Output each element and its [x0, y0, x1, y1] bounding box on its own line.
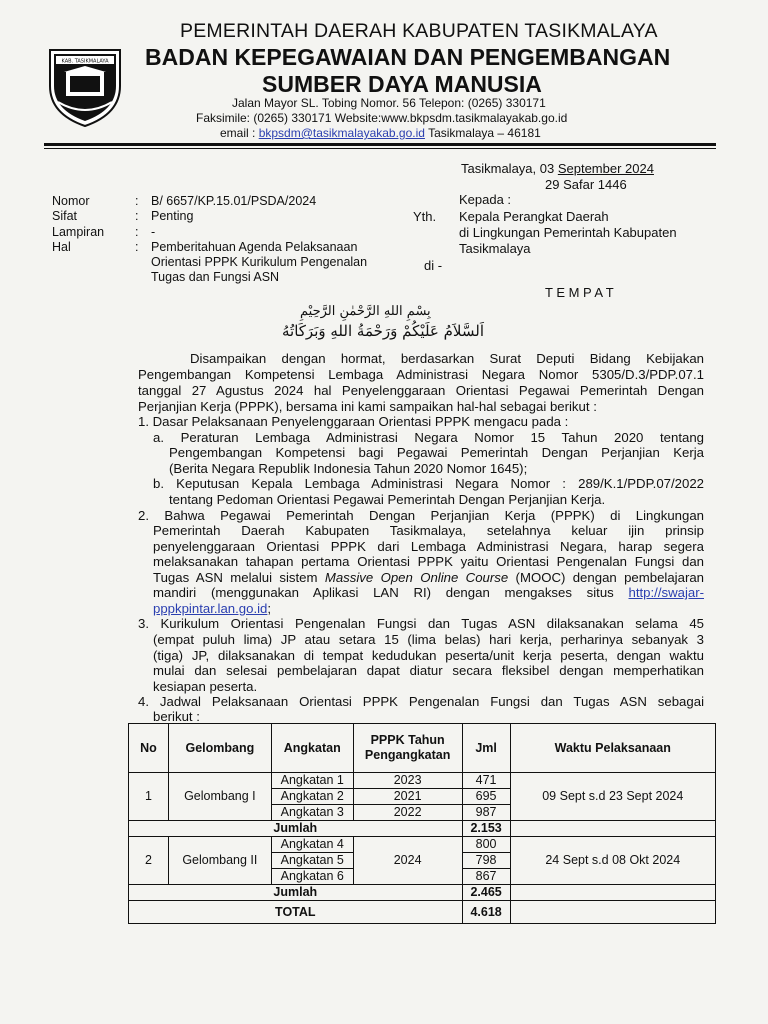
- point2-line4: melaksanakan tahapan pertama Orientasi PPPK yaitu Orientasi Pengenalan Fungsi dan: [153, 554, 704, 569]
- header-gelombang: Gelombang: [168, 724, 271, 773]
- cell-angkatan: Angkatan 3: [271, 805, 353, 821]
- total-value: 4.618: [462, 901, 510, 924]
- cell-tahun: 2022: [353, 805, 462, 821]
- lampiran-value: -: [151, 225, 156, 239]
- regency-logo: [44, 42, 126, 128]
- nomor-label: Nomor: [52, 194, 90, 208]
- cell-tahun: 2023: [353, 773, 462, 789]
- point2-line1: 2. Bahwa Pegawai Pemerintah Dengan Perjanjian Kerja (PPPK) di Lingkungan: [138, 508, 704, 523]
- point2-line6-text: mandiri (menggunakan Aplikasi LAN RI) dengan mengakses situs: [153, 585, 629, 600]
- point4-line1: 4. Jadwal Pelaksanaan Orientasi PPPK Pengenalan Fungsi dan Tugas ASN sebagai: [138, 694, 704, 709]
- point1a-line2: Pengembangan Kompetensi bagi Pegawai Pemerintah Dengan Perjanjian Kerja: [169, 445, 704, 460]
- cell-gelombang: Gelombang II: [168, 837, 271, 885]
- intro-line4: Perjanjian Kerja (PPPK), bersama ini kami sampaikan hal-hal sebagai berikut :: [138, 399, 597, 414]
- recipient-line2: di Lingkungan Pemerintah Kabupaten: [459, 225, 677, 240]
- header-agency: BADAN KEPEGAWAIAN DAN PENGEMBANGAN: [145, 44, 671, 70]
- point2-line5-tail: (MOOC) dengan pembelajaran: [508, 570, 704, 585]
- total-row: [129, 901, 716, 924]
- cell-gelombang: Gelombang I: [168, 773, 271, 821]
- point2-line6: [153, 585, 704, 600]
- cell-jml: 800: [462, 837, 510, 853]
- cell-jml: 798: [462, 853, 510, 869]
- point3-line2: (empat puluh lima) JP atau setara 15 (lima belas) hari kerja, perharinya sebanyak 3: [153, 632, 704, 647]
- subtotal-value: 2.465: [462, 885, 510, 901]
- header-government: PEMERINTAH DAERAH KABUPATEN TASIKMALAYA: [180, 20, 658, 42]
- swajar-link[interactable]: http://swajar-: [628, 585, 704, 600]
- cell-waktu: 24 Sept s.d 08 Okt 2024: [510, 837, 715, 885]
- header-divider-thin: [44, 148, 716, 149]
- cell-angkatan: Angkatan 4: [271, 837, 353, 853]
- header-angkatan: Angkatan: [271, 724, 353, 773]
- subtotal-label: Jumlah: [129, 885, 463, 901]
- yth-label: Yth.: [413, 209, 437, 224]
- cell-jml: 987: [462, 805, 510, 821]
- hijri-date: 29 Safar 1446: [545, 177, 627, 192]
- nomor-value: B/ 6657/KP.15.01/PSDA/2024: [151, 194, 317, 208]
- colon: :: [135, 240, 139, 254]
- sifat-value: Penting: [151, 209, 194, 223]
- table-header-row: [129, 724, 716, 773]
- schedule-table: [128, 723, 716, 924]
- intro-line2: Pengembangan Kompetensi Lembaga Administrasi Negara Nomor 5305/D.3/PDP.07.1: [138, 367, 704, 382]
- subtotal-value: 2.153: [462, 821, 510, 837]
- cell-angkatan: Angkatan 6: [271, 869, 353, 885]
- recipient-line3: Tasikmalaya: [459, 241, 531, 256]
- hal-label: Hal: [52, 240, 71, 254]
- header-tahun: PPPK Tahun Pengangkatan: [353, 724, 462, 773]
- logo-lettering: KAB. TASIKMALAYA: [61, 58, 109, 65]
- intro-line1: Disampaikan dengan hormat, berdasarkan Surat Deputi Bidang Kebijakan: [190, 351, 704, 366]
- lampiran-label: Lampiran: [52, 225, 105, 239]
- colon: :: [135, 209, 139, 223]
- header-divider-thick: [44, 143, 716, 146]
- colon: :: [135, 194, 139, 208]
- point2-line5: [153, 570, 704, 585]
- subtotal-row: [129, 821, 716, 837]
- basmalah-calligraphy: بِسْمِ اللهِ الرَّحْمٰنِ الرَّحِيْمِ: [300, 304, 431, 319]
- header-agency-line2: SUMBER DAYA MANUSIA: [262, 71, 542, 97]
- header-no: No: [129, 724, 169, 773]
- table-row: [129, 773, 716, 789]
- swajar-link-continued[interactable]: pppkpintar.lan.go.id: [153, 601, 268, 616]
- cell-no: 1: [129, 773, 169, 821]
- intro-line3: tanggal 27 Agustus 2024 hal Penyelenggaraan Orientasi Pegawai Pemerintah Dengan: [138, 383, 704, 398]
- cell-waktu: 09 Sept s.d 23 Sept 2024: [510, 773, 715, 821]
- point1-heading: 1. Dasar Pelaksanaan Penyelenggaraan Orientasi PPPK mengacu pada :: [138, 414, 569, 429]
- di-label: di -: [424, 258, 443, 273]
- hal-value-line2: Orientasi PPPK Kurikulum Pengenalan: [151, 255, 368, 269]
- point1a-line1: a. Peraturan Lembaga Administrasi Negara Nomor 15 Tahun 2020 tentang: [153, 430, 704, 445]
- header-address: Jalan Mayor SL. Tobing Nomor. 56 Telepon: (0265) 330171: [232, 96, 546, 110]
- point3-line3: (tiga) JP, dilaksanakan di tempat kedudukan peserta/unit kerja peserta, dengan waktu: [153, 648, 704, 663]
- letter-date: [461, 161, 654, 177]
- cell-angkatan: Angkatan 5: [271, 853, 353, 869]
- cell-tahun: 2024: [353, 837, 462, 885]
- header-fax-website: Faksimile: (0265) 330171 Website:www.bkpsdm.tasikmalayakab.go.id: [196, 111, 568, 125]
- point3-line4: mulai dan selesai pembelajaran dapat diatur secara fleksibel dengan memperhatikan: [153, 663, 704, 678]
- header-jml: Jml: [462, 724, 510, 773]
- point2-line5-text: Tugas ASN melalui sistem: [153, 570, 325, 585]
- subtotal-row: [129, 885, 716, 901]
- city-postcode: Tasikmalaya – 46181: [424, 126, 541, 140]
- mooc-term: Massive Open Online Course: [324, 570, 509, 585]
- cell-tahun: 2021: [353, 789, 462, 805]
- cell-angkatan: Angkatan 2: [271, 789, 353, 805]
- cell-no: 2: [129, 837, 169, 885]
- recipient-line1: Kepala Perangkat Daerah: [459, 209, 609, 224]
- email-label: email :: [220, 126, 259, 140]
- colon: :: [135, 225, 139, 239]
- cell-angkatan: Angkatan 1: [271, 773, 353, 789]
- header-email-line: [220, 126, 541, 140]
- empty-cell: [510, 885, 715, 901]
- cell-jml: 867: [462, 869, 510, 885]
- subtotal-label: Jumlah: [129, 821, 463, 837]
- point3-line5: kesiapan peserta.: [153, 679, 258, 694]
- sifat-label: Sifat: [52, 209, 78, 223]
- point2-line7: [153, 601, 704, 616]
- point2-line2: Pemerintah Daerah Kabupaten Tasikmalaya, setelahnya keluar ijin prinsip: [153, 523, 704, 538]
- header-waktu: Waktu Pelaksanaan: [510, 724, 715, 773]
- empty-cell: [510, 821, 715, 837]
- point4-line2: berikut :: [153, 709, 200, 724]
- total-label: TOTAL: [129, 901, 463, 924]
- point3-line1: 3. Kurikulum Orientasi Pengenalan Fungsi dan Tugas ASN dilaksanakan selama 45: [138, 616, 704, 631]
- salam-calligraphy: اَلسَّلاَمُ عَلَيْكُمْ وَرَحْمَةُ اللهِ وَبَرَكَاتُهُ: [282, 322, 484, 340]
- point1a-line3: (Berita Negara Republik Indonesia Tahun 2020 Nomor 1645);: [169, 461, 528, 476]
- tempat-label: T E M P A T: [545, 285, 614, 300]
- point2-line3: penyelenggaraan Orientasi PPPK dari Lembaga Administrasi Negara, harap segera: [153, 539, 704, 554]
- table-row: [129, 837, 716, 853]
- date-month: September 2024: [557, 161, 654, 176]
- point1b-line1: b. Keputusan Kepala Lembaga Administrasi Negara Nomor : 289/K.1/PDP.07/2022: [153, 476, 704, 491]
- cell-jml: 695: [462, 789, 510, 805]
- hal-value-line3: Tugas dan Fungsi ASN: [151, 270, 280, 284]
- point1b-line2: tentang Pedoman Orientasi Pegawai Pemerintah Dengan Perjanjian Kerja.: [169, 492, 606, 507]
- date-prefix: Tasikmalaya, 03: [461, 161, 558, 176]
- cell-jml: 471: [462, 773, 510, 789]
- kepada-label: Kepada :: [459, 192, 512, 207]
- email-link[interactable]: bkpsdm@tasikmalayakab.go.id: [258, 126, 425, 140]
- empty-cell: [510, 901, 715, 924]
- hal-value-line1: Pemberitahuan Agenda Pelaksanaan: [151, 240, 358, 254]
- point2-line7-tail: ;: [267, 601, 272, 616]
